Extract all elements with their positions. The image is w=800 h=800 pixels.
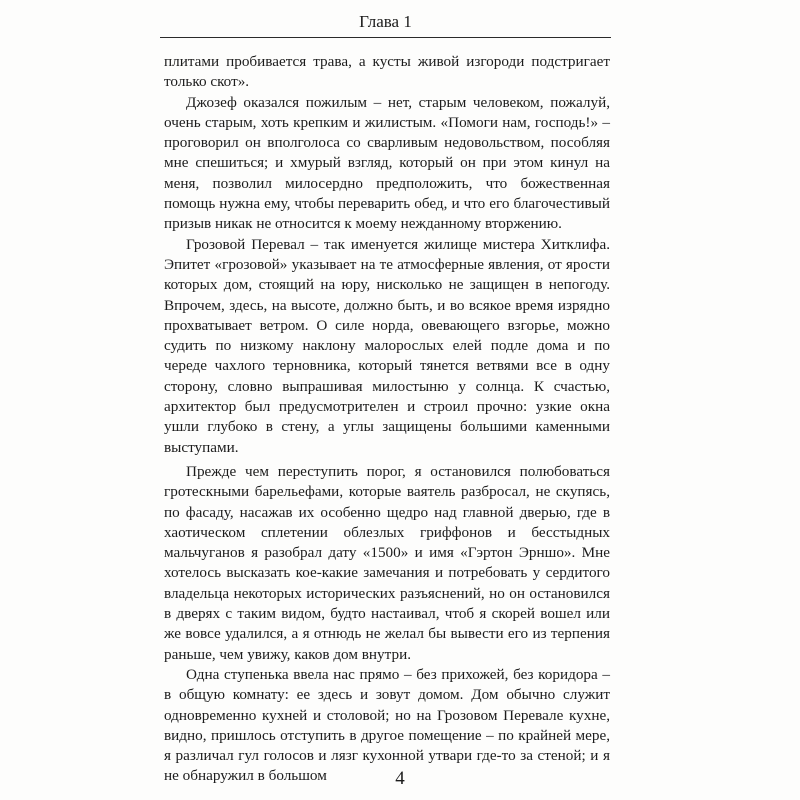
paragraph-2: Джозеф оказался пожилым – нет, старым человеком, пожалуй, очень старым, хоть крепким и жилистым. «Помоги нам, господь!» – проговорил он вполголоса со сварливым недовольством, пособляя мне спешиться; и хмурый взгляд, который он при этом кинул на меня, позволил милосердно предположить, что божественная помощь нужна ему, чтобы переварить обед, и что его благочестивый призыв никак не относится к моему нежданному вторжению.	[164, 93, 610, 233]
body-text	[164, 52, 610, 787]
page-number: 4	[395, 768, 405, 789]
header-rule	[160, 37, 611, 38]
paragraph-5: Одна ступенька ввела нас прямо – без прихожей, без коридора – в общую комнату: ее здесь и зовут домом. Дом обычно служит одновременно кухней и столовой; но на Грозовом Перевале кухне, видно, пришлось отступить в другое помещение – по крайней мере, я различал гул голосов и лязг кухонной утвари где-то за стеной; и я не обнаружил в большом	[164, 665, 610, 785]
paragraph-3: Грозовой Перевал – так именуется жилище мистера Хитклифа. Эпитет «грозовой» указывает на те атмосферные явления, от ярости которых дом, стоящий на юру, нисколько не защищен в непогоду. Впрочем, здесь, на высоте, должно быть, и во всякое время изрядно прохватывает ветром. О силе норда, овевающего взгорье, можно судить по низкому наклону малорослых елей подле дома и по череде чахлого терновника, который тянется ветвями все в одну сторону, словно выпрашивая милостыню у солнца. К счастью, архитектор был предусмотрителен и строил прочно: узкие окна ушли глубоко в стену, а углы защищены большими каменными выступами.	[164, 235, 610, 456]
paragraph-4: Прежде чем переступить порог, я остановился полюбоваться гротескными барельефами, которые ваятель разбросал, не скупясь, по фасаду, насажав их особенно щедро над главной дверью, где в хаотическом сплетении облезлых гриффонов и бесстыдных мальчуганов я разобрал дату «1500» и имя «Гэртон Эрншо». Мне хотелось высказать кое-какие замечания и потребовать у сердитого владельца некоторых исторических разъяснений, но он остановился в дверях с таким видом, будто настаивал, чтоб я скорей вошел или же вовсе удалился, а я отнюдь не желал бы вывести его из терпения раньше, чем увижу, каков дом внутри.	[164, 462, 610, 663]
running-head: Глава 1	[359, 12, 412, 31]
paragraph-1: плитами пробивается трава, а кусты живой изгороди подстригает только скот».	[164, 53, 610, 91]
